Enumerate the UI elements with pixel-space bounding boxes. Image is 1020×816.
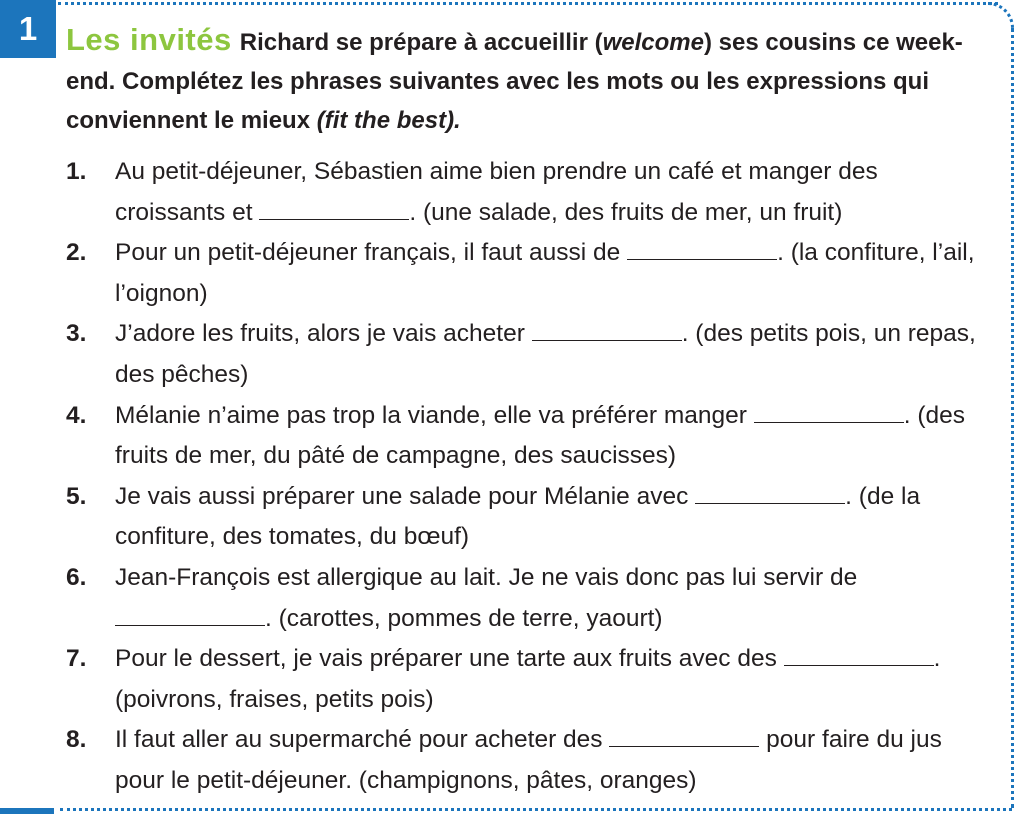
exercise-title: Les invités <box>66 22 232 57</box>
exercise-item <box>66 558 976 639</box>
item-text-before: J’adore les fruits, alors je vais acheter <box>115 320 532 348</box>
answer-blank[interactable] <box>627 259 777 260</box>
item-text-before: Pour le dessert, je vais préparer une tarte aux fruits avec des <box>115 645 784 673</box>
exercise-item <box>66 396 976 477</box>
item-text-before: Au petit-déjeuner, Sébastien aime bien prendre un café et manger des croissants et <box>115 158 878 226</box>
item-text-after: . (des petits pois, un repas, des pêches) <box>115 320 976 388</box>
item-text-after: . (une salade, des fruits de mer, un fruit) <box>409 198 843 226</box>
item-text-after: pour faire du jus pour le petit-déjeuner. (champignons, pâtes, oranges) <box>115 726 942 794</box>
item-text-after: . (poivrons, fraises, petits pois) <box>115 645 941 713</box>
item-text-before: Il faut aller au supermarché pour acheter des <box>115 726 610 754</box>
item-text-before: Pour un petit-déjeuner français, il faut aussi de <box>115 239 628 267</box>
frame-border-right <box>1011 28 1014 808</box>
item-number: 4. <box>66 401 87 429</box>
frame-border-bottom <box>60 808 1012 811</box>
item-text-before: Mélanie n’aime pas trop la viande, elle va préférer manger <box>115 401 754 429</box>
item-text-after: . (des fruits de mer, du pâté de campagne, des saucisses) <box>115 401 965 470</box>
item-number: 7. <box>66 645 87 673</box>
item-text-before: Je vais aussi préparer une salade pour Mélanie avec <box>115 482 696 510</box>
item-number: 8. <box>66 726 87 754</box>
answer-blank[interactable] <box>115 625 265 626</box>
item-text-before: Jean-François est allergique au lait. Je ne vais donc pas lui servir de <box>115 563 858 591</box>
exercise-number-badge: 1 <box>0 0 56 58</box>
intro-text-part2: ) ses cousins ce week-end. Complétez les phrases suivantes avec les mots ou les expressions qui conviennent le mieux <box>66 29 963 134</box>
item-text-after: . (de la confiture, des tomates, du bœuf) <box>115 482 921 551</box>
exercise-item <box>66 720 976 801</box>
exercise-item <box>66 314 976 395</box>
intro-welcome: welcome <box>602 29 704 56</box>
exercise-item <box>66 477 976 558</box>
answer-blank[interactable] <box>695 503 845 504</box>
exercise-item-list <box>66 152 976 802</box>
item-number: 1. <box>66 158 87 185</box>
exercise-item <box>66 639 976 720</box>
answer-blank[interactable] <box>259 219 409 220</box>
exercise-item <box>66 152 976 233</box>
answer-blank[interactable] <box>784 665 934 666</box>
exercise-item <box>66 233 976 314</box>
item-text-after: . (carottes, pommes de terre, yaourt) <box>265 604 663 632</box>
item-number: 2. <box>66 239 87 267</box>
item-number: 3. <box>66 320 87 348</box>
frame-bottom-accent <box>0 808 54 814</box>
intro-text-part1: Richard se prépare à accueillir ( <box>239 29 603 56</box>
answer-blank[interactable] <box>609 746 759 747</box>
exercise-instructions <box>66 20 971 140</box>
answer-blank[interactable] <box>754 422 904 423</box>
frame-border-corner <box>988 2 1014 28</box>
frame-border-top <box>58 2 998 5</box>
item-number: 5. <box>66 482 87 510</box>
answer-blank[interactable] <box>532 340 682 341</box>
item-text-after: . (la confiture, l’ail, l’oignon) <box>115 239 975 307</box>
item-number: 6. <box>66 563 87 591</box>
intro-fit-the-best: (fit the best). <box>316 107 461 134</box>
